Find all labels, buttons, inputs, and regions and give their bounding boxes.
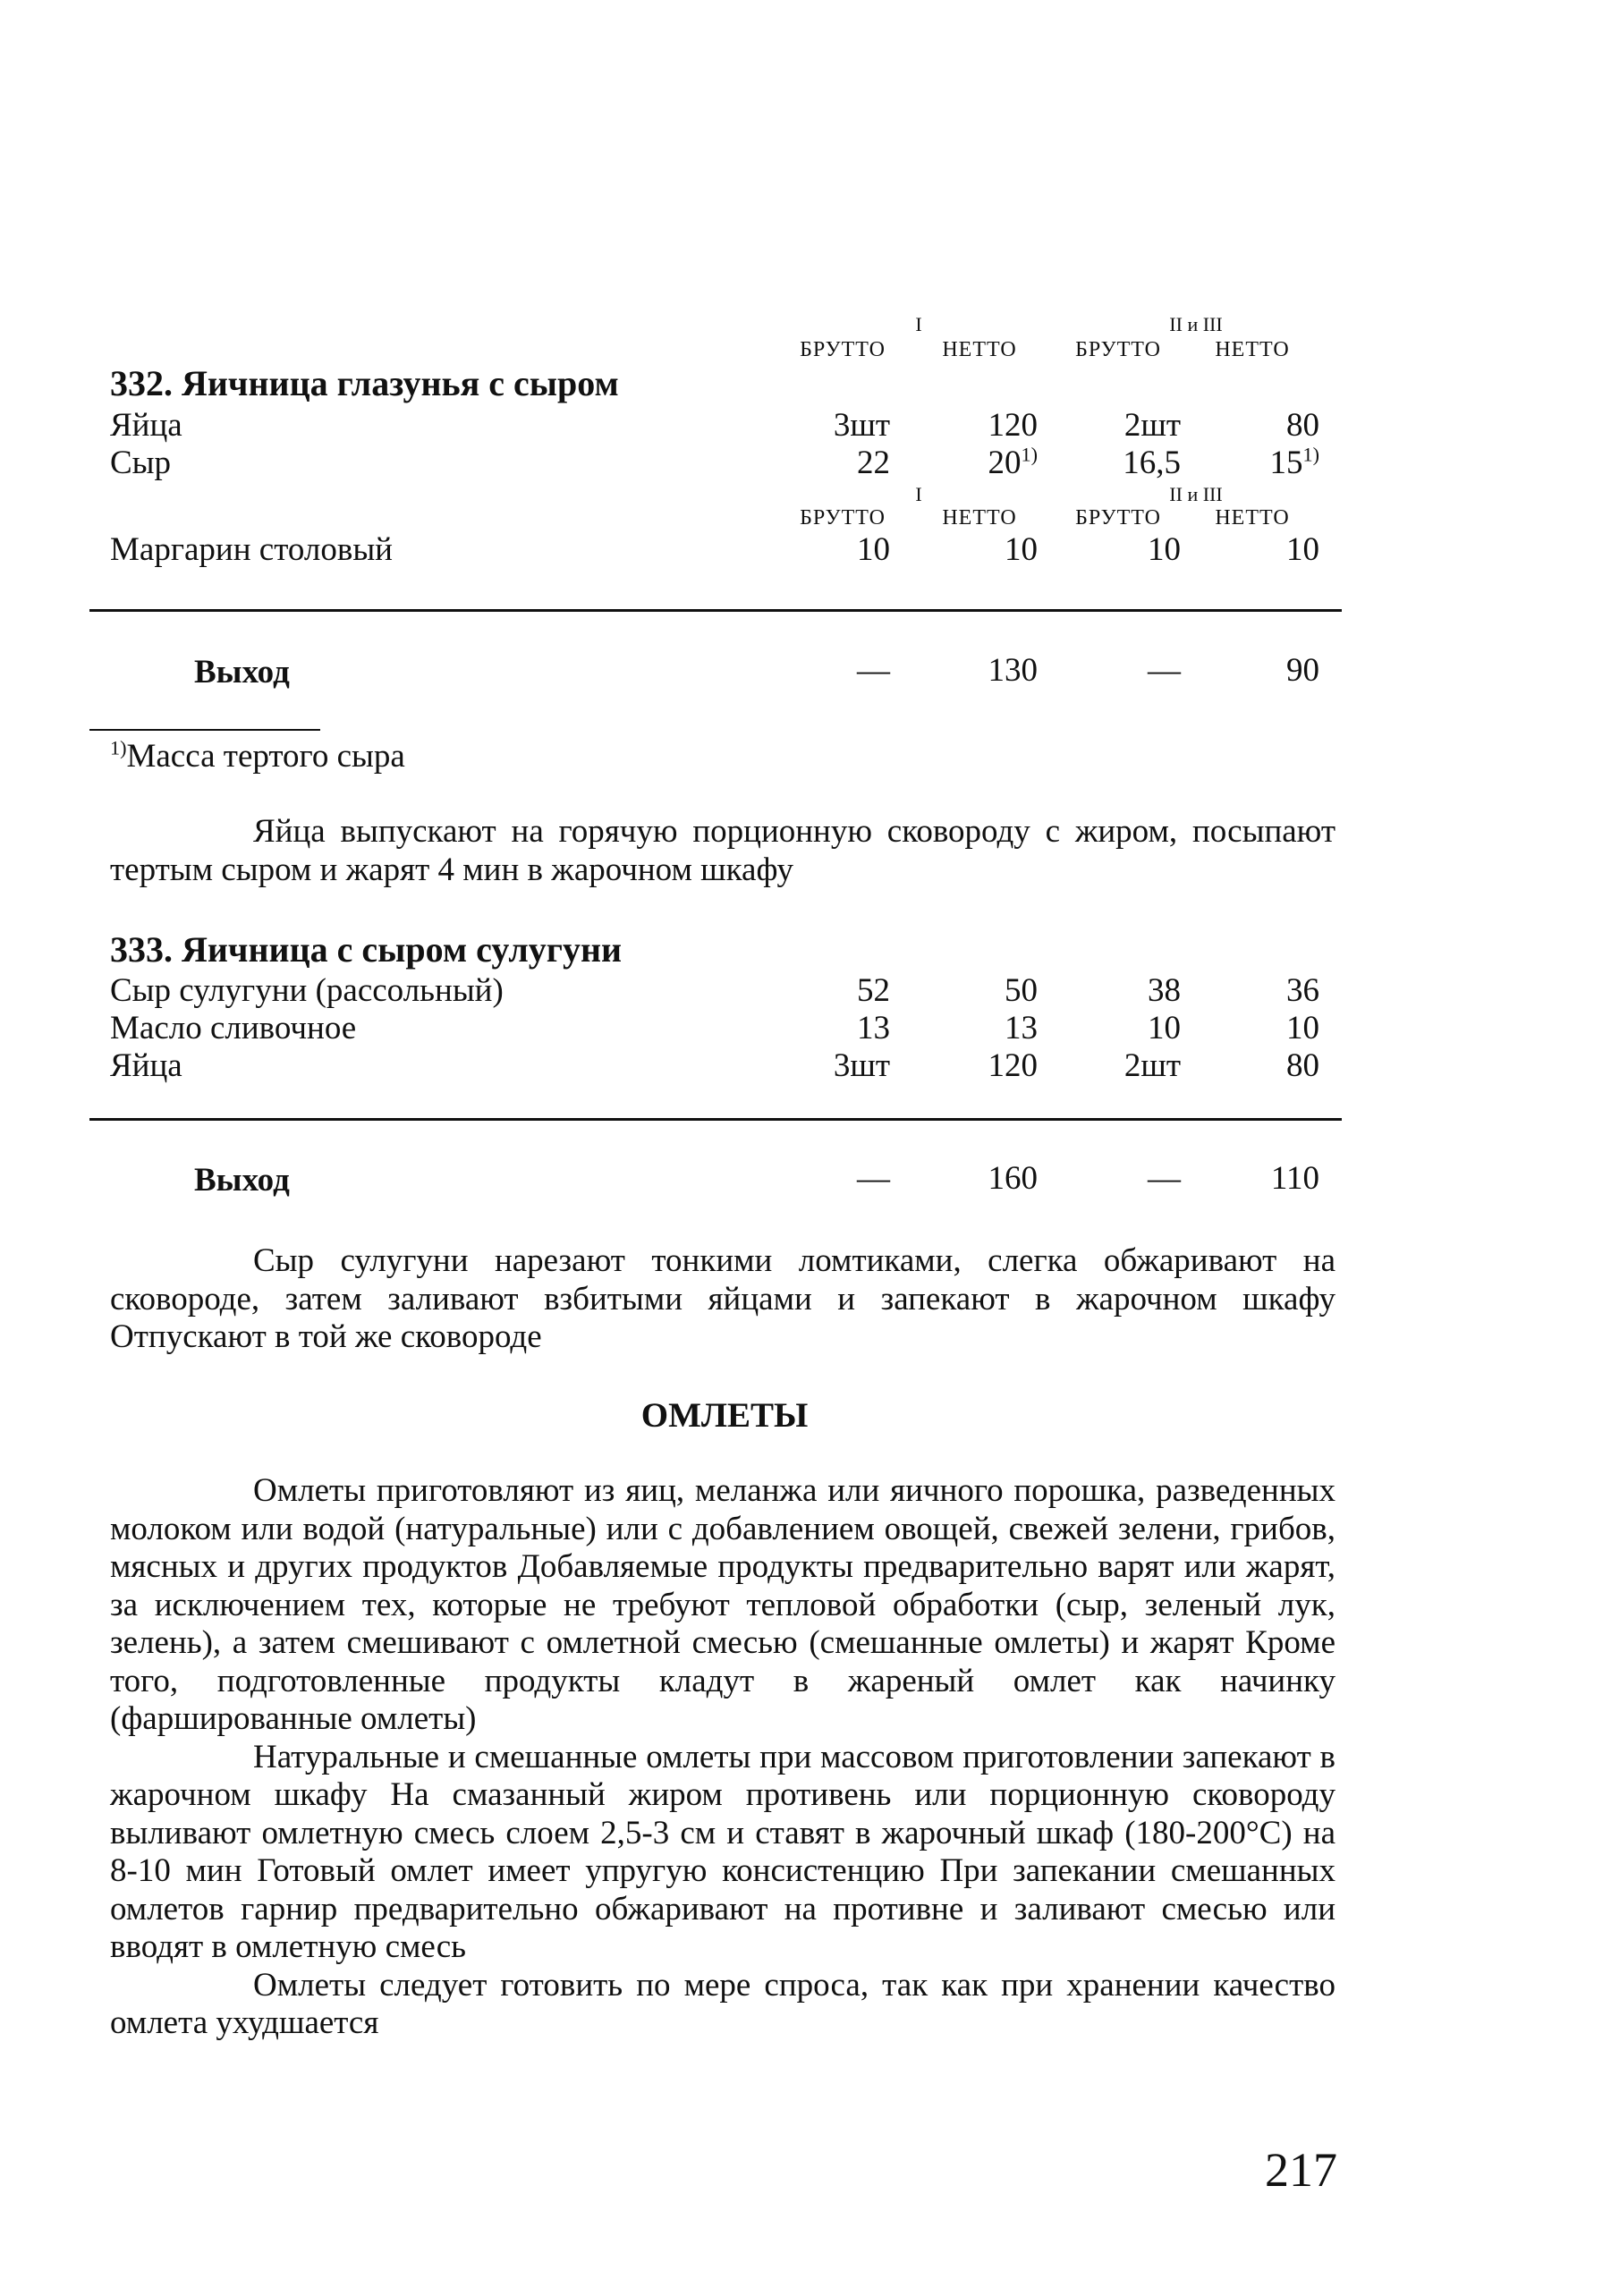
r332-row-2-netto-1: 20$^{1)}$	[988, 443, 1038, 481]
omelets-paragraph-3: Омлеты следует готовить по мере спроса, так как при хранении качество омлета ухудшается	[110, 1966, 1335, 2041]
r333-row-2-netto-2: 10	[1286, 1010, 1319, 1046]
grade-2-3-label: II и III	[1169, 313, 1223, 335]
r332-row-1-brutto-2: 2шт	[1123, 407, 1181, 444]
r333-yield-dash-1: —	[857, 1160, 890, 1197]
r333-row-1-name: Сыр сулугуни (рассольный)	[110, 972, 504, 1009]
col-header-netto-1-repeat: НЕТТО	[942, 506, 1017, 530]
footnote-text: Масса тертого сыра	[126, 738, 405, 775]
r332-margarine-name: Маргарин столовый	[110, 531, 393, 568]
r333-row-3-netto-1: 120	[988, 1047, 1038, 1084]
r333-row-1-brutto-1: 52	[857, 972, 890, 1009]
r332-row-1-netto-1: 120	[988, 407, 1038, 444]
r332-yield-dash-1: —	[857, 652, 890, 689]
r332-row-1-name: Яйца	[110, 407, 182, 444]
r332-row-2-brutto-1: 22	[857, 445, 890, 481]
footnote-ref: 1)	[1302, 443, 1319, 466]
r333-row-2-brutto-2: 10	[1148, 1010, 1181, 1046]
r333-row-3-name: Яйца	[110, 1047, 182, 1084]
r333-row-3-brutto-2: 2шт	[1123, 1047, 1181, 1084]
omelets-paragraph-1: Омлеты приготовляют из яиц, меланжа или яичного порошка, разведенных молоком или водой (натуральные) или с добавлением овощей, свежей зелени, грибов, мясных и других продуктов Добавляемые продукты предварительно варят или жарят, за исключением тех, которые не требуют тепловой обработки (сыр, зеленый лук, зелень), а затем смешивают с омлетной смесью (смешанные омлеты) и жарят Кроме того, подготовленные продукты кладут в жареный омлет как начинку (фаршированные омлеты)	[110, 1472, 1335, 1737]
col-header-netto-2-repeat: НЕТТО	[1215, 506, 1290, 530]
omelets-paragraph-2: Натуральные и смешанные омлеты при массовом приготовлении запекают в жарочном шкафу На смазанный жиром противень или порционную сковороду выливают омлетную смесь слоем 2,5-3 см и ставят в жарочный шкаф (180-200°С) на 8-10 мин Готовый омлет имеет упругую консистенцию При запекании смешанных омлетов гарнир предварительно обжаривают на противне и заливают смесью или вводят в омлетную смесь	[110, 1738, 1335, 1965]
grade-2-3-label-repeat: II и III	[1169, 483, 1223, 505]
r332-margarine-netto-1: 10	[1005, 531, 1038, 568]
table-rule	[89, 609, 1342, 612]
r333-row-2-name: Масло сливочное	[110, 1010, 357, 1046]
r332-yield-label: Выход	[194, 654, 290, 690]
recipe-333-title: 333. Яичница с сыром сулугуни	[110, 929, 623, 970]
r333-description: Сыр сулугуни нарезают тонкими ломтиками, слегка обжаривают на сковороде, затем заливают взбитыми яйцами и запекают в жарочном шкафу Отпускают в той же сковороде	[110, 1242, 1335, 1355]
r333-yield-netto-2: 110	[1270, 1160, 1319, 1197]
r332-row-1-brutto-1: 3шт	[833, 407, 890, 444]
recipe-332-title: 332. Яичница глазунья с сыром	[110, 363, 619, 403]
r332-yield-dash-2: —	[1148, 652, 1181, 689]
col-header-brutto-2: БРУТТО	[1075, 338, 1161, 361]
r332-margarine-brutto-2: 10	[1148, 531, 1181, 568]
col-header-netto-1: НЕТТО	[942, 338, 1017, 361]
table-rule-333	[89, 1118, 1342, 1121]
r333-row-2-brutto-1: 13	[857, 1010, 890, 1046]
r333-row-3-netto-2: 80	[1286, 1047, 1319, 1084]
omelets-body	[110, 1472, 1335, 2043]
r333-row-3-brutto-1: 3шт	[833, 1047, 890, 1084]
r332-yield-netto-2: 90	[1286, 652, 1319, 689]
r332-margarine-brutto-1: 10	[857, 531, 890, 568]
footnote-mark: 1)	[110, 736, 127, 759]
r332-row-2-name: Сыр	[110, 445, 172, 481]
r332-margarine-netto-2: 10	[1286, 531, 1319, 568]
footnote	[110, 737, 405, 775]
section-heading: ОМЛЕТЫ	[640, 1396, 809, 1435]
footnote-ref: 1)	[1021, 443, 1038, 466]
grade-1-label-repeat: I	[915, 483, 922, 505]
col-header-netto-2: НЕТТО	[1215, 338, 1290, 361]
footnote-rule	[89, 729, 320, 731]
r332-yield-netto-1: 130	[988, 652, 1038, 689]
page-number: 217	[1265, 2143, 1337, 2197]
col-header-brutto-1-repeat: БРУТТО	[800, 506, 886, 530]
grade-1-label: I	[915, 313, 922, 335]
r333-yield-dash-2: —	[1148, 1160, 1181, 1197]
r332-row-2-brutto-2: 16,5	[1123, 445, 1181, 481]
r332-row-2-netto-2: 15$^{1)}$	[1269, 443, 1319, 481]
r333-row-1-brutto-2: 38	[1148, 972, 1181, 1009]
r332-description: Яйца выпускают на горячую порционную сковороду с жиром, посыпают тертым сыром и жарят 4 мин в жарочном шкафу	[110, 813, 1335, 888]
col-header-brutto-2-repeat: БРУТТО	[1075, 506, 1161, 530]
col-header-brutto-1: БРУТТО	[800, 338, 886, 361]
r333-yield-netto-1: 160	[988, 1160, 1038, 1197]
r333-yield-label: Выход	[194, 1162, 290, 1199]
r333-row-1-netto-2: 36	[1286, 972, 1319, 1009]
r333-row-2-netto-1: 13	[1005, 1010, 1038, 1046]
r332-row-1-netto-2: 80	[1286, 407, 1319, 444]
r333-row-1-netto-1: 50	[1005, 972, 1038, 1009]
